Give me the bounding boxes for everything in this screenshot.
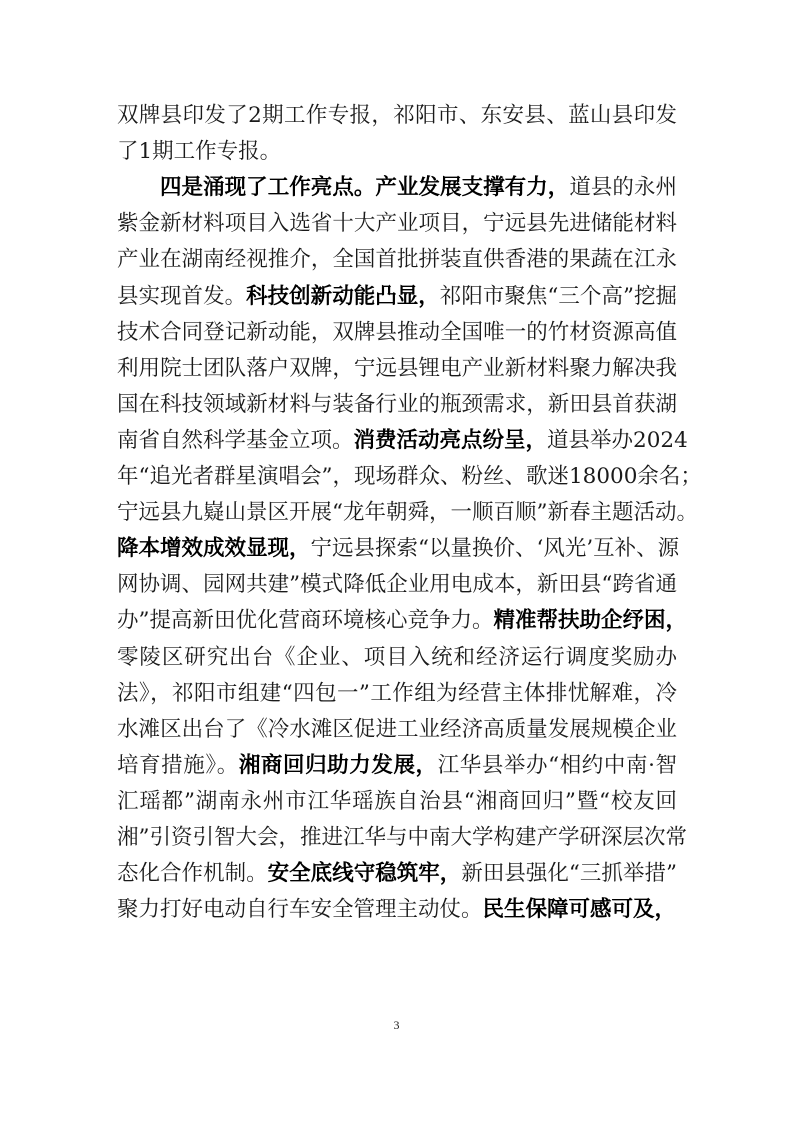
text-line bbox=[117, 170, 677, 206]
text-line bbox=[117, 567, 677, 603]
text-run: 双牌县印发了2期工作专报，祁阳市、东安县、蓝山县印发 bbox=[117, 103, 677, 128]
text-run: 国在科技领域新材料与装备行业的瓶颈需求，新田县首获湖 bbox=[117, 391, 677, 417]
text-run: 法》，祁阳市组建“四包一”工作组为经营主体排忧解难，冷 bbox=[117, 680, 677, 706]
text-run: 县实现首发。 bbox=[117, 283, 247, 309]
bold-heading-run: 安全底线守稳筑牢， bbox=[267, 861, 462, 887]
text-run: 产业在湖南经视推介，全国首批拼装直供香港的果蔬在江永 bbox=[117, 247, 677, 273]
text-run: 了1期工作专报。 bbox=[117, 139, 282, 165]
text-run: 道县的永州 bbox=[569, 175, 677, 201]
text-run: 年“追光者群星演唱会”，现场群众、粉丝、歌迷18000余名； bbox=[117, 464, 702, 489]
bold-heading-run: 民生保障可感可及， bbox=[482, 897, 677, 923]
text-run: 道县举办2024 bbox=[547, 427, 688, 453]
text-run: 零陵区研究出台《企业、项目入统和经济运行调度奖励办 bbox=[117, 644, 677, 670]
text-run: 新田县强化“三抓举措” bbox=[461, 861, 677, 887]
text-line bbox=[117, 423, 688, 459]
text-run: 利用院士团队落户双牌，宁远县锂电产业新材料聚力解决我 bbox=[117, 355, 677, 381]
text-line bbox=[117, 98, 677, 134]
text-line bbox=[117, 640, 677, 676]
page-number: 3 bbox=[393, 1018, 400, 1032]
bold-heading-run: 降本增效成效显现， bbox=[117, 536, 311, 562]
text-line bbox=[117, 242, 677, 278]
text-run: 网协调、园网共建”模式降低企业用电成本，新田县“跨省通 bbox=[117, 572, 677, 598]
text-line bbox=[117, 531, 680, 567]
text-run: 宁远县九嶷山景区开展“龙年朝舜，一顺百顺”新春主题活动。 bbox=[117, 500, 698, 526]
text-run: 培育措施》。 bbox=[117, 752, 239, 778]
text-line bbox=[117, 892, 677, 928]
text-run: 紫金新材料项目入选省十大产业项目，宁远县先进储能材料 bbox=[117, 211, 677, 237]
text-line bbox=[117, 206, 677, 242]
text-run: 办”提高新田优化营商环境核心竞争力。 bbox=[117, 608, 494, 634]
text-line bbox=[117, 387, 677, 423]
bold-heading-run: 消费活动亮点纷呈， bbox=[353, 427, 548, 453]
text-line bbox=[117, 676, 677, 712]
bold-heading-run: 四是涌现了工作亮点。产业发展支撑有力， bbox=[160, 175, 570, 201]
bold-heading-run: 科技创新动能凸显， bbox=[246, 283, 440, 309]
text-run: 汇瑶都”湖南永州市江华瑶族自治县“湘商回归”暨“校友回 bbox=[117, 788, 677, 814]
text-line bbox=[117, 603, 688, 639]
text-line bbox=[117, 279, 677, 315]
text-run: 江华县举办“相约中南·智 bbox=[437, 752, 677, 778]
text-run: 宁远县探索“以量换价、‘风光’互补、源 bbox=[310, 536, 680, 562]
text-line bbox=[117, 820, 687, 856]
bold-heading-run: 精准帮扶助企纾困， bbox=[493, 608, 688, 634]
text-line bbox=[117, 459, 702, 495]
text-run: 态化合作机制。 bbox=[117, 861, 268, 887]
text-run: 聚力打好电动自行车安全管理主动仗。 bbox=[117, 897, 483, 923]
text-line bbox=[117, 712, 677, 748]
text-line bbox=[117, 856, 677, 892]
text-line bbox=[117, 315, 677, 351]
text-run: 湘”引资引智大会，推进江华与中南大学构建产学研深层次常 bbox=[117, 825, 687, 850]
text-run: 水滩区出台了《冷水滩区促进工业经济高质量发展规模企业 bbox=[117, 716, 677, 742]
text-run: 南省自然科学基金立项。 bbox=[117, 427, 354, 453]
text-run: 祁阳市聚焦“三个高”挖掘 bbox=[439, 283, 677, 309]
bold-heading-run: 湘商回归助力发展， bbox=[238, 752, 438, 778]
text-run: 技术合同登记新动能，双牌县推动全国唯一的竹材资源高值 bbox=[117, 319, 677, 345]
text-line bbox=[117, 784, 677, 820]
text-line bbox=[117, 495, 698, 531]
text-line bbox=[117, 351, 677, 387]
text-line bbox=[117, 134, 677, 170]
text-line bbox=[117, 748, 677, 784]
